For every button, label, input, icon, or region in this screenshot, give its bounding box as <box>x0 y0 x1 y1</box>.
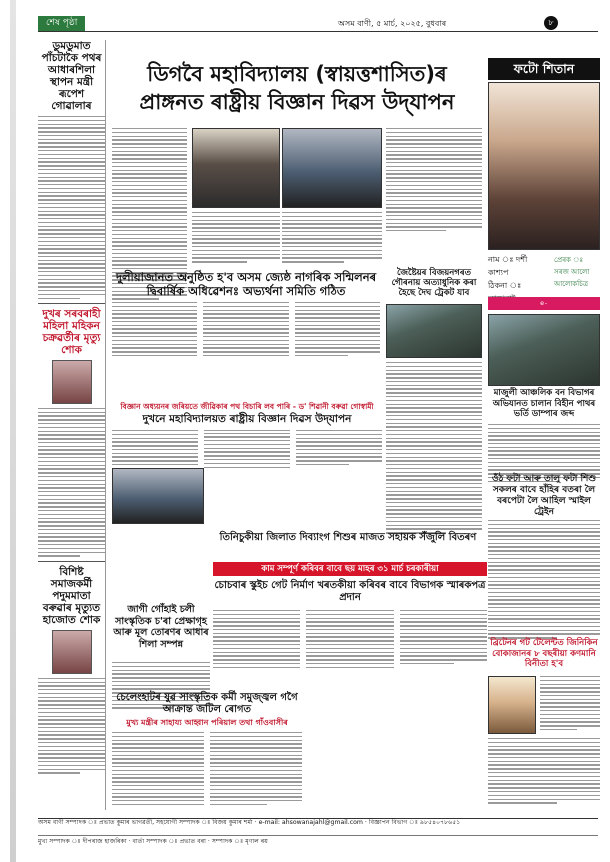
photo-submission-email: e- <box>488 297 600 310</box>
footer-line-1: অসম বাণী সম্পাদক ঃ প্ৰভাত কুমাৰ ভাগৱতী, সহযোগী সম্পাদক ঃ বিজয় কুমাৰ শৰ্মা · e-mail: ahsowanajahl@gmail.com · বিজ্ঞাপন বিভাগ ঃ ৯৮৫৪০৭৮৬৫১ <box>38 819 461 826</box>
cultural-worker-body <box>112 732 302 808</box>
senior-citizen-body <box>112 302 380 359</box>
main-headline-line-2: প্ৰাঙ্গনত ৰাষ্ট্ৰীয় বিজ্ঞান দিৱস উদ্‌যাপন <box>139 90 455 114</box>
page-edge-strip <box>10 0 16 862</box>
science-day-2-headline: দুখনে মহাবিদ্যালয়ত ৰাষ্ট্ৰীয় বিজ্ঞান দিৱস উদ্‌যাপন <box>142 413 352 425</box>
railway-body <box>386 362 482 536</box>
railway-headline: জৈষ্টৈয়ৰ বিজয়নগৰত গৌৰনায় অত্যাধুনিক কৰা হৈছে দৈঘ ট্ৰেকট যাব <box>391 268 477 298</box>
main-headline-line-1: ডিগবৈ মহাবিদ্যালয় (স্বায়ত্তশাসিত)ৰ <box>147 62 447 86</box>
chochoi-headline: চোচবাৰ স্কুইচ গেট নিৰ্মাণ খৰতকীয়া কৰিবৰ বাবে বিভাগক স্মাৰকপত্ৰ প্ৰদান <box>214 580 486 603</box>
deadline-notice-bar: কাম সম্পূৰ্ণ কৰিবৰ বাবে ছয় মাহৰ ৩১ মাৰ্চ চৰকাৰীয়া <box>213 562 487 576</box>
science-red-subhead: বিজ্ঞান অধ্যয়নৰ জৰিয়তে জীৱিকাৰ পথ বিচাৰি লব পাৰি - ড' শিৱানী বৰুৱা গোস্বামী <box>120 402 374 411</box>
talent-body-side <box>540 676 600 733</box>
dumper-seizure-photo <box>488 314 600 386</box>
left-article-1-body <box>38 116 105 299</box>
page-header <box>38 16 598 32</box>
tinsukia-headline: তিনিচুকীয়া জিলাত দিব্যাংগ শিশুৰ মাজত সহায়ক সঁজুলি বিতৰণ <box>219 532 477 543</box>
main-story-column-2 <box>192 212 280 265</box>
photo-section-title: ফটো শিতান <box>488 58 600 80</box>
main-headline <box>110 60 484 126</box>
left-article-2-body <box>38 408 105 557</box>
page-footer <box>38 818 598 848</box>
left-divider-1 <box>38 303 105 304</box>
left-headline-3: বিশিষ্ট সমাজকৰ্মী পদুমমাতা বৰুৱাৰ মৃত্যুত হাজোত শোক <box>42 565 101 626</box>
talent-child-photo <box>488 676 536 734</box>
obituary-portrait-1 <box>52 360 92 404</box>
chochoi-body <box>213 610 487 669</box>
smile-train-body <box>488 520 600 641</box>
cultural-worker-headline: চেলেংহাটৰ যুৱ সাংস্কৃতিক কৰ্মী সমুজ্জ্বল গগৈ আক্ৰান্ত জটিল ৰোগত <box>116 692 298 715</box>
senior-citizen-headline: দুলীয়াজানত অনুষ্ঠিত হ'ব অসম জ্যেষ্ঠ নাগৰিক সন্মিলনৰ দ্বিবাৰ্ষিক অধিৱেশনঃ অভ্যৰ্থনা সমিতি গঠিত <box>115 270 377 298</box>
main-story-column-4 <box>386 128 482 234</box>
cultural-worker-subhead: মুখ্য মন্ত্ৰীৰ সাহায্য আহ্বান পৰিয়াল তথা গাঁওবাসীৰ <box>126 718 288 727</box>
majuli-headline: মাজুলী আঞ্চলিক বন বিভাগৰ অভিযানত চালান বিহীন পাথৰ ভৰ্তি ডাম্পাৰ জব্দ <box>492 388 596 419</box>
left-divider-2 <box>38 561 105 562</box>
issue-date: অসম বাণী, ৫ মাৰ্চ, ২০২৫, বুধবাৰ <box>338 19 447 28</box>
main-story-photo-1 <box>192 128 280 208</box>
science-day-2-body <box>112 430 382 469</box>
photo-caption-address: ঠিকনা ঃ <box>488 281 522 290</box>
talent-body <box>488 738 600 806</box>
railway-photo <box>386 304 482 358</box>
photo-courtesy: প্ৰেৰক ঃ সৰজ আলো আলোকচিত্ৰ <box>554 256 590 288</box>
main-story-column-3 <box>282 212 382 265</box>
photo-caption-name: নাম ঃ দৰ্শী কাশ্যপ <box>488 255 528 277</box>
jagi-gohain-headline: জাগী গোঁহাই চলী সাংস্কৃতিক চ'ৰা প্ৰেক্ষাগৃহ আৰু মূল তোৰণৰ আধাৰ শিলা সম্পন্ন <box>113 604 209 650</box>
main-story-photo-2 <box>282 128 382 208</box>
page-number: ৮ <box>544 16 558 30</box>
left-headline-1: ডুমডুমাত পাঁচটাকৈ পথৰ আধাৰশিলা স্থাপন মন্ত্ৰী ৰূপেশ গোৱালাৰ <box>41 40 102 112</box>
page-section-tab: শেষ পৃষ্ঠা <box>38 16 85 31</box>
obituary-portrait-2 <box>52 630 92 674</box>
science-day-2-photo <box>112 468 204 524</box>
left-article-3-body <box>38 678 105 774</box>
featured-portrait-photo <box>488 82 600 250</box>
left-headline-2: দুখৰ সৰবৰাহী মহিলা মহিকন চক্ৰৱৰ্তীৰ মৃত্যু শোক <box>42 307 101 356</box>
left-column <box>38 40 106 810</box>
smile-train-headline: ওঁঠ ফটা আৰু তালু ফটা শিশু সকলৰ বাবে হাঁহিৰ বতৰা লৈ বৰপেটা লৈ আহিল স্মাইল ট্ৰেইন <box>491 474 597 517</box>
footer-line-2: মুখ্য সম্পাদক ঃ দীপৰাজ হাজৰিকা · বাৰ্তা সম্পাদক ঃ প্ৰভাত বৰা · সম্পাদক ঃ মৃণাল ৰয় <box>38 835 598 846</box>
talent-headline: ব্ৰিটেনৰ গট টেলেন্টত জিনিকিন বোকাজানৰ ৮ বছৰীয়া কণমানি বিনীতা হ'ব <box>490 638 598 669</box>
